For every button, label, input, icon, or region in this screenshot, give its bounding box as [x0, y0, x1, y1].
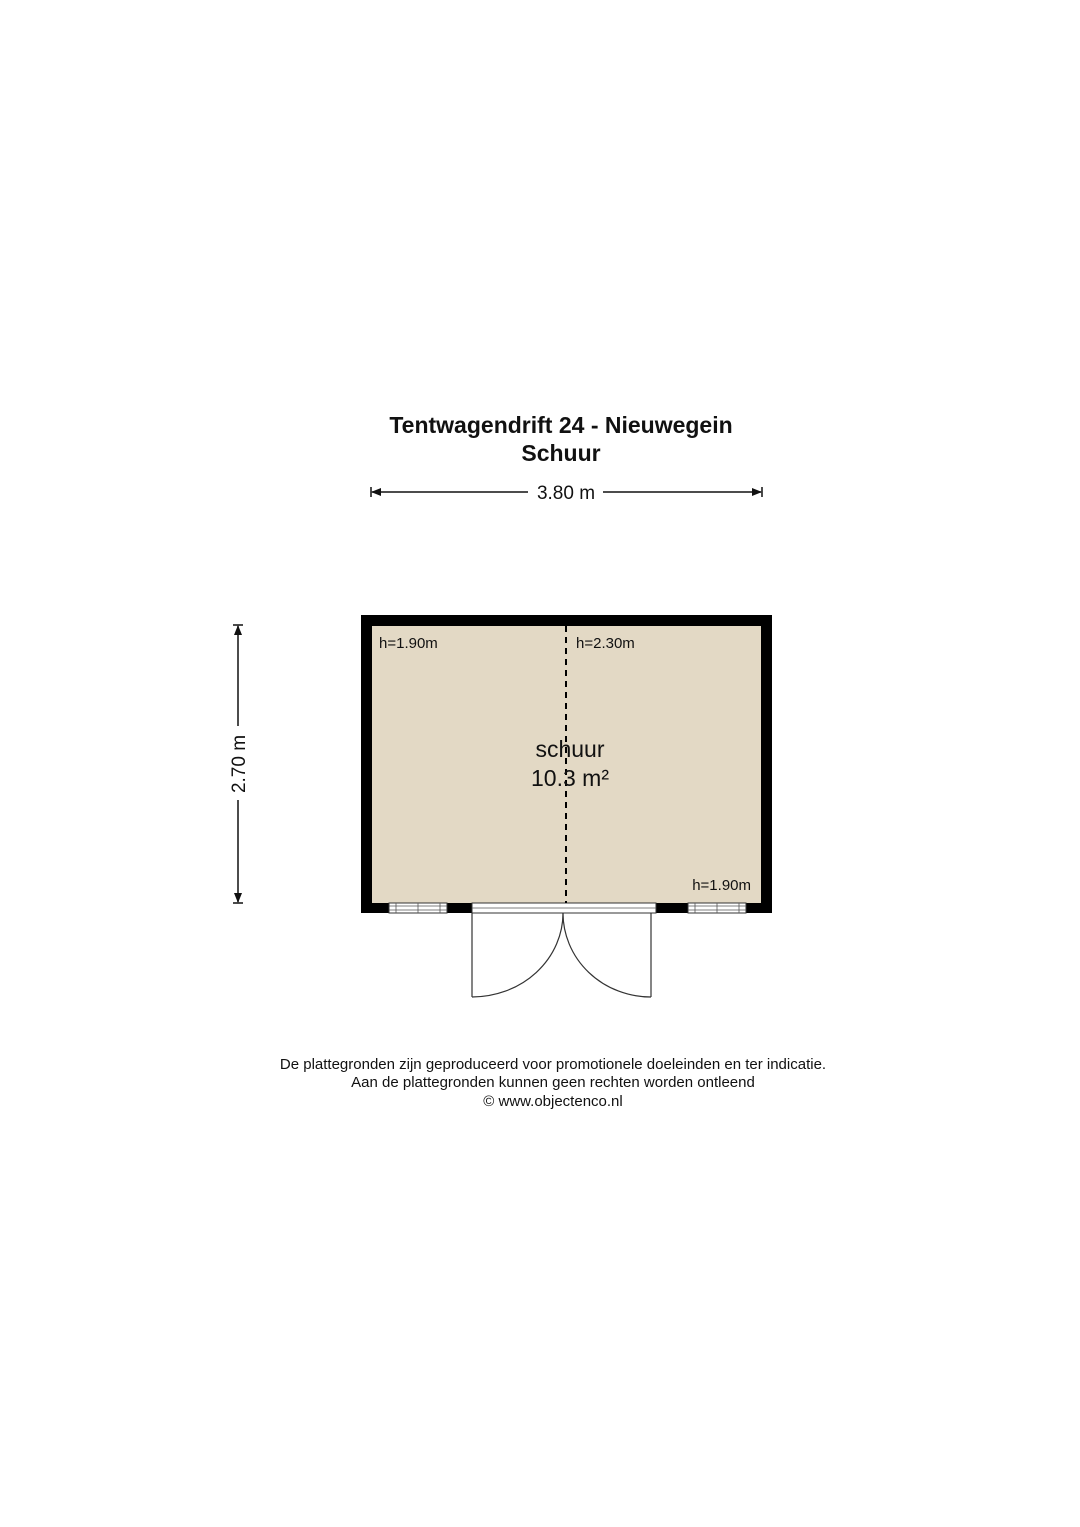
width-dimension-label: 3.80 m	[536, 483, 596, 504]
floorplan-address-title: Tentwagendrift 24 - Nieuwegein	[389, 412, 733, 438]
height-label-left: h=1.90m	[379, 635, 438, 652]
door-swing-left	[472, 913, 563, 997]
disclaimer-line-2: Aan de plattegronden kunnen geen rechten worden ontleend	[351, 1074, 755, 1091]
height-label-ridge: h=2.30m	[576, 635, 635, 652]
depth-dimension-label: 2.70 m	[229, 734, 250, 794]
room-name: schuur	[535, 736, 605, 762]
wall-bottom-segment	[746, 903, 772, 913]
room-area: 10.3 m²	[531, 765, 609, 791]
double-door	[472, 903, 656, 997]
height-label-right: h=1.90m	[692, 877, 751, 894]
wall-left	[361, 615, 372, 913]
wall-right	[761, 615, 772, 913]
wall-bottom-segment	[447, 903, 472, 913]
window-right	[688, 903, 746, 913]
width-dimension	[371, 483, 762, 504]
door-swing-right	[563, 913, 651, 997]
window-left	[389, 903, 447, 913]
disclaimer-line-1: De plattegronden zijn geproduceerd voor promotionele doeleinden en ter indicatie.	[279, 1056, 827, 1073]
wall-bottom-segment	[361, 903, 389, 913]
floorplan-floor-title: Schuur	[521, 440, 601, 466]
depth-dimension	[229, 625, 250, 903]
copyright-line: © www.objectenco.nl	[483, 1093, 623, 1110]
wall-bottom-segment	[656, 903, 688, 913]
wall-top	[361, 615, 772, 626]
